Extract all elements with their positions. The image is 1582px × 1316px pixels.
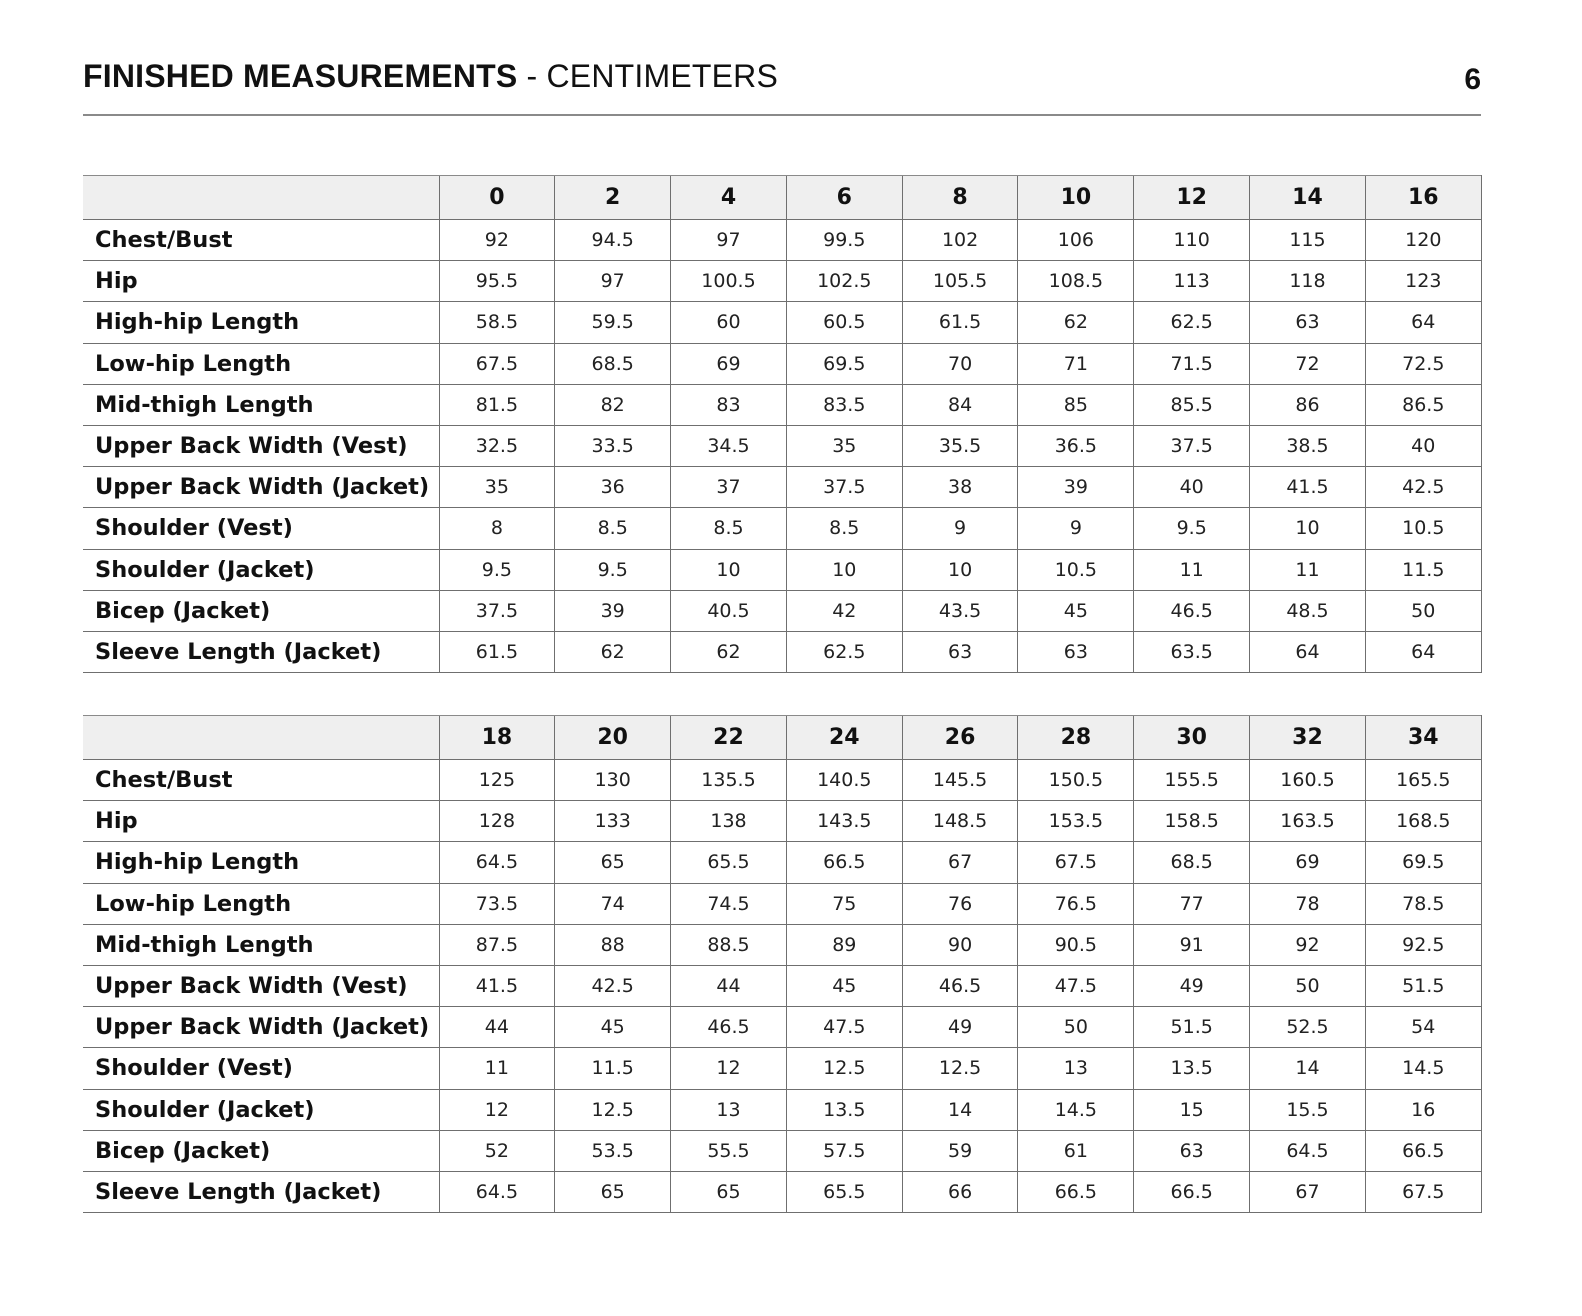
measurement-value: 50	[1018, 1007, 1134, 1048]
measurement-value: 46.5	[902, 965, 1018, 1006]
measurement-value: 45	[786, 965, 902, 1006]
measurement-value: 165.5	[1365, 760, 1481, 801]
measurement-value: 78.5	[1365, 883, 1481, 924]
measurement-value: 38.5	[1250, 425, 1366, 466]
measurement-value: 9.5	[1134, 508, 1250, 549]
measurement-value: 35	[439, 467, 555, 508]
measurement-label: High-hip Length	[83, 842, 439, 883]
measurement-value: 62	[555, 631, 671, 672]
measurement-value: 118	[1250, 261, 1366, 302]
measurement-value: 158.5	[1134, 801, 1250, 842]
measurement-value: 8.5	[671, 508, 787, 549]
measurement-row	[83, 760, 1481, 801]
measurement-value: 155.5	[1134, 760, 1250, 801]
size-column-header: 14	[1250, 176, 1366, 220]
header-corner-cell	[83, 176, 439, 220]
measurement-value: 65	[671, 1171, 787, 1212]
size-column-header: 34	[1365, 716, 1481, 760]
measurement-value: 10	[786, 549, 902, 590]
measurement-value: 74	[555, 883, 671, 924]
measurement-value: 9.5	[439, 549, 555, 590]
measurement-value: 145.5	[902, 760, 1018, 801]
measurement-value: 75	[786, 883, 902, 924]
measurement-value: 113	[1134, 261, 1250, 302]
measurement-value: 47.5	[786, 1007, 902, 1048]
measurement-value: 81.5	[439, 384, 555, 425]
measurement-value: 66	[902, 1171, 1018, 1212]
measurement-value: 10.5	[1365, 508, 1481, 549]
measurement-value: 66.5	[1365, 1130, 1481, 1171]
measurement-value: 12	[439, 1089, 555, 1130]
measurement-row	[83, 1048, 1481, 1089]
measurement-row	[83, 467, 1481, 508]
measurement-value: 40	[1134, 467, 1250, 508]
measurement-value: 12	[671, 1048, 787, 1089]
measurement-value: 64	[1365, 302, 1481, 343]
measurement-label: Mid-thigh Length	[83, 924, 439, 965]
size-column-header: 4	[671, 176, 787, 220]
measurement-value: 42	[786, 590, 902, 631]
measurement-value: 32.5	[439, 425, 555, 466]
measurement-value: 86.5	[1365, 384, 1481, 425]
measurement-value: 92.5	[1365, 924, 1481, 965]
measurement-value: 65	[555, 1171, 671, 1212]
measurement-label: Bicep (Jacket)	[83, 1130, 439, 1171]
measurement-value: 36	[555, 467, 671, 508]
measurement-label: Chest/Bust	[83, 760, 439, 801]
measurement-value: 42.5	[555, 965, 671, 1006]
measurement-value: 14	[902, 1089, 1018, 1130]
size-column-header: 26	[902, 716, 1018, 760]
measurement-value: 94.5	[555, 220, 671, 261]
measurement-value: 67.5	[1018, 842, 1134, 883]
measurement-value: 95.5	[439, 261, 555, 302]
measurement-value: 44	[439, 1007, 555, 1048]
measurement-value: 49	[1134, 965, 1250, 1006]
measurement-value: 70	[902, 343, 1018, 384]
measurement-value: 44	[671, 965, 787, 1006]
measurement-row	[83, 1171, 1481, 1212]
measurement-value: 10	[902, 549, 1018, 590]
measurement-value: 13	[1018, 1048, 1134, 1089]
measurement-value: 67	[1250, 1171, 1366, 1212]
measurement-value: 65	[555, 842, 671, 883]
measurement-value: 9	[1018, 508, 1134, 549]
measurement-value: 72.5	[1365, 343, 1481, 384]
measurement-value: 37.5	[1134, 425, 1250, 466]
header-corner-cell	[83, 716, 439, 760]
measurement-value: 85.5	[1134, 384, 1250, 425]
measurement-value: 150.5	[1018, 760, 1134, 801]
measurement-value: 68.5	[1134, 842, 1250, 883]
size-column-header: 16	[1365, 176, 1481, 220]
size-column-header: 30	[1134, 716, 1250, 760]
measurement-value: 69.5	[786, 343, 902, 384]
measurement-value: 8.5	[555, 508, 671, 549]
measurement-label: Low-hip Length	[83, 343, 439, 384]
measurement-value: 45	[555, 1007, 671, 1048]
measurement-value: 67.5	[1365, 1171, 1481, 1212]
measurement-value: 47.5	[1018, 965, 1134, 1006]
measurement-value: 106	[1018, 220, 1134, 261]
measurement-value: 62.5	[1134, 302, 1250, 343]
measurement-row	[83, 883, 1481, 924]
measurement-value: 14.5	[1365, 1048, 1481, 1089]
measurement-value: 67	[902, 842, 1018, 883]
measurement-value: 60.5	[786, 302, 902, 343]
measurement-value: 36.5	[1018, 425, 1134, 466]
measurement-value: 62	[671, 631, 787, 672]
size-column-header: 28	[1018, 716, 1134, 760]
measurement-value: 89	[786, 924, 902, 965]
size-header-row	[83, 176, 1481, 220]
measurement-value: 15.5	[1250, 1089, 1366, 1130]
measurement-value: 51.5	[1134, 1007, 1250, 1048]
measurement-label: Mid-thigh Length	[83, 384, 439, 425]
measurement-value: 86	[1250, 384, 1366, 425]
measurement-value: 115	[1250, 220, 1366, 261]
measurement-label: Hip	[83, 261, 439, 302]
measurement-value: 49	[902, 1007, 1018, 1048]
measurement-value: 92	[439, 220, 555, 261]
measurement-value: 33.5	[555, 425, 671, 466]
measurement-value: 63	[1134, 1130, 1250, 1171]
measurement-row	[83, 1007, 1481, 1048]
measurement-value: 48.5	[1250, 590, 1366, 631]
measurement-value: 71	[1018, 343, 1134, 384]
measurement-value: 10	[671, 549, 787, 590]
measurement-value: 38	[902, 467, 1018, 508]
measurement-value: 102	[902, 220, 1018, 261]
measurement-value: 83.5	[786, 384, 902, 425]
measurement-value: 35.5	[902, 425, 1018, 466]
measurement-value: 12.5	[555, 1089, 671, 1130]
measurement-row	[83, 1130, 1481, 1171]
size-column-header: 2	[555, 176, 671, 220]
measurement-value: 14	[1250, 1048, 1366, 1089]
measurement-value: 62.5	[786, 631, 902, 672]
measurement-value: 10	[1250, 508, 1366, 549]
measurement-value: 153.5	[1018, 801, 1134, 842]
measurement-value: 16	[1365, 1089, 1481, 1130]
measurement-value: 40.5	[671, 590, 787, 631]
measurement-value: 66.5	[1018, 1171, 1134, 1212]
measurement-row	[83, 801, 1481, 842]
measurement-value: 140.5	[786, 760, 902, 801]
measurement-value: 63.5	[1134, 631, 1250, 672]
measurement-value: 55.5	[671, 1130, 787, 1171]
measurement-label: Shoulder (Jacket)	[83, 549, 439, 590]
measurement-row	[83, 384, 1481, 425]
page-header	[83, 52, 1481, 102]
size-column-header: 12	[1134, 176, 1250, 220]
measurement-value: 8	[439, 508, 555, 549]
measurement-value: 90	[902, 924, 1018, 965]
measurement-value: 9.5	[555, 549, 671, 590]
measurement-label: Chest/Bust	[83, 220, 439, 261]
measurement-label: Shoulder (Jacket)	[83, 1089, 439, 1130]
measurement-value: 67.5	[439, 343, 555, 384]
page-number: 6	[1464, 63, 1481, 96]
measurement-value: 9	[902, 508, 1018, 549]
measurement-row	[83, 842, 1481, 883]
measurement-value: 13.5	[786, 1089, 902, 1130]
measurement-value: 61.5	[902, 302, 1018, 343]
measurement-value: 65.5	[786, 1171, 902, 1212]
measurement-value: 37.5	[786, 467, 902, 508]
measurement-value: 63	[1250, 302, 1366, 343]
size-column-header: 0	[439, 176, 555, 220]
measurement-value: 82	[555, 384, 671, 425]
measurement-value: 120	[1365, 220, 1481, 261]
measurement-label: Sleeve Length (Jacket)	[83, 1171, 439, 1212]
measurement-value: 90.5	[1018, 924, 1134, 965]
measurement-value: 78	[1250, 883, 1366, 924]
measurement-value: 52	[439, 1130, 555, 1171]
measurement-value: 91	[1134, 924, 1250, 965]
measurement-value: 50	[1365, 590, 1481, 631]
measurement-value: 11.5	[555, 1048, 671, 1089]
measurement-row	[83, 261, 1481, 302]
measurement-label: Hip	[83, 801, 439, 842]
measurement-label: Shoulder (Vest)	[83, 1048, 439, 1089]
measurement-label: Upper Back Width (Jacket)	[83, 1007, 439, 1048]
measurement-value: 160.5	[1250, 760, 1366, 801]
measurements-table-sizes-18-34	[83, 715, 1482, 1213]
measurement-value: 41.5	[1250, 467, 1366, 508]
measurement-value: 168.5	[1365, 801, 1481, 842]
measurement-row	[83, 924, 1481, 965]
measurement-value: 39	[1018, 467, 1134, 508]
measurement-value: 58.5	[439, 302, 555, 343]
measurement-value: 105.5	[902, 261, 1018, 302]
measurement-value: 11	[1134, 549, 1250, 590]
measurement-value: 77	[1134, 883, 1250, 924]
measurement-value: 133	[555, 801, 671, 842]
header-divider	[83, 114, 1481, 116]
measurement-value: 87.5	[439, 924, 555, 965]
measurement-value: 69	[1250, 842, 1366, 883]
measurement-row	[83, 343, 1481, 384]
measurement-value: 83	[671, 384, 787, 425]
measurement-value: 97	[671, 220, 787, 261]
measurements-table-sizes-0-16	[83, 175, 1482, 673]
measurement-value: 138	[671, 801, 787, 842]
measurement-value: 66.5	[1134, 1171, 1250, 1212]
measurement-value: 135.5	[671, 760, 787, 801]
measurement-label: Shoulder (Vest)	[83, 508, 439, 549]
measurement-value: 64.5	[1250, 1130, 1366, 1171]
measurement-value: 46.5	[1134, 590, 1250, 631]
size-column-header: 24	[786, 716, 902, 760]
measurement-value: 39	[555, 590, 671, 631]
measurement-value: 61.5	[439, 631, 555, 672]
measurement-value: 46.5	[671, 1007, 787, 1048]
measurement-value: 15	[1134, 1089, 1250, 1130]
measurement-row	[83, 302, 1481, 343]
measurement-value: 64.5	[439, 842, 555, 883]
size-header-row	[83, 716, 1481, 760]
measurement-label: Upper Back Width (Vest)	[83, 965, 439, 1006]
measurement-value: 100.5	[671, 261, 787, 302]
measurement-value: 72	[1250, 343, 1366, 384]
measurement-value: 43.5	[902, 590, 1018, 631]
measurement-value: 68.5	[555, 343, 671, 384]
measurement-row	[83, 590, 1481, 631]
size-column-header: 32	[1250, 716, 1366, 760]
measurement-value: 34.5	[671, 425, 787, 466]
page-title-unit: - CENTIMETERS	[517, 58, 779, 94]
size-column-header: 22	[671, 716, 787, 760]
measurement-value: 63	[902, 631, 1018, 672]
measurement-value: 11	[1250, 549, 1366, 590]
measurement-label: Sleeve Length (Jacket)	[83, 631, 439, 672]
measurement-row	[83, 508, 1481, 549]
measurement-value: 125	[439, 760, 555, 801]
page-title	[83, 56, 778, 96]
measurement-row	[83, 631, 1481, 672]
measurement-value: 37	[671, 467, 787, 508]
measurement-row	[83, 1089, 1481, 1130]
measurement-value: 50	[1250, 965, 1366, 1006]
measurement-value: 10.5	[1018, 549, 1134, 590]
measurement-value: 12.5	[902, 1048, 1018, 1089]
measurement-value: 110	[1134, 220, 1250, 261]
size-column-header: 6	[786, 176, 902, 220]
measurement-value: 42.5	[1365, 467, 1481, 508]
measurement-value: 92	[1250, 924, 1366, 965]
measurement-value: 88	[555, 924, 671, 965]
measurement-value: 73.5	[439, 883, 555, 924]
measurement-row	[83, 549, 1481, 590]
page-title-bold: FINISHED MEASUREMENTS	[83, 58, 518, 94]
measurement-value: 163.5	[1250, 801, 1366, 842]
measurement-value: 97	[555, 261, 671, 302]
measurement-value: 66.5	[786, 842, 902, 883]
measurement-value: 53.5	[555, 1130, 671, 1171]
size-column-header: 20	[555, 716, 671, 760]
measurement-value: 76.5	[1018, 883, 1134, 924]
measurement-value: 84	[902, 384, 1018, 425]
measurement-value: 59.5	[555, 302, 671, 343]
measurement-value: 61	[1018, 1130, 1134, 1171]
measurement-value: 11.5	[1365, 549, 1481, 590]
measurement-value: 130	[555, 760, 671, 801]
measurement-value: 64.5	[439, 1171, 555, 1212]
measurement-value: 69	[671, 343, 787, 384]
measurement-value: 148.5	[902, 801, 1018, 842]
measurement-label: Bicep (Jacket)	[83, 590, 439, 631]
measurement-value: 14.5	[1018, 1089, 1134, 1130]
measurement-value: 88.5	[671, 924, 787, 965]
measurement-value: 65.5	[671, 842, 787, 883]
measurement-value: 69.5	[1365, 842, 1481, 883]
measurement-value: 64	[1250, 631, 1366, 672]
measurement-row	[83, 965, 1481, 1006]
measurement-row	[83, 220, 1481, 261]
measurement-value: 99.5	[786, 220, 902, 261]
measurement-value: 128	[439, 801, 555, 842]
measurement-value: 51.5	[1365, 965, 1481, 1006]
measurement-value: 12.5	[786, 1048, 902, 1089]
measurement-value: 60	[671, 302, 787, 343]
measurement-label: Low-hip Length	[83, 883, 439, 924]
measurement-row	[83, 425, 1481, 466]
measurement-value: 63	[1018, 631, 1134, 672]
measurement-value: 35	[786, 425, 902, 466]
measurement-value: 123	[1365, 261, 1481, 302]
measurement-value: 108.5	[1018, 261, 1134, 302]
measurement-label: Upper Back Width (Vest)	[83, 425, 439, 466]
measurement-value: 13.5	[1134, 1048, 1250, 1089]
measurement-value: 143.5	[786, 801, 902, 842]
measurement-value: 54	[1365, 1007, 1481, 1048]
measurement-value: 74.5	[671, 883, 787, 924]
measurement-value: 71.5	[1134, 343, 1250, 384]
measurement-value: 13	[671, 1089, 787, 1130]
measurement-value: 64	[1365, 631, 1481, 672]
measurement-value: 57.5	[786, 1130, 902, 1171]
measurement-value: 37.5	[439, 590, 555, 631]
measurement-value: 102.5	[786, 261, 902, 302]
measurement-value: 62	[1018, 302, 1134, 343]
size-column-header: 8	[902, 176, 1018, 220]
measurement-value: 8.5	[786, 508, 902, 549]
measurement-value: 59	[902, 1130, 1018, 1171]
measurement-label: High-hip Length	[83, 302, 439, 343]
measurement-value: 11	[439, 1048, 555, 1089]
measurement-label: Upper Back Width (Jacket)	[83, 467, 439, 508]
size-column-header: 18	[439, 716, 555, 760]
measurement-value: 40	[1365, 425, 1481, 466]
measurement-value: 45	[1018, 590, 1134, 631]
measurement-value: 41.5	[439, 965, 555, 1006]
size-column-header: 10	[1018, 176, 1134, 220]
measurement-value: 85	[1018, 384, 1134, 425]
measurement-value: 76	[902, 883, 1018, 924]
measurement-value: 52.5	[1250, 1007, 1366, 1048]
